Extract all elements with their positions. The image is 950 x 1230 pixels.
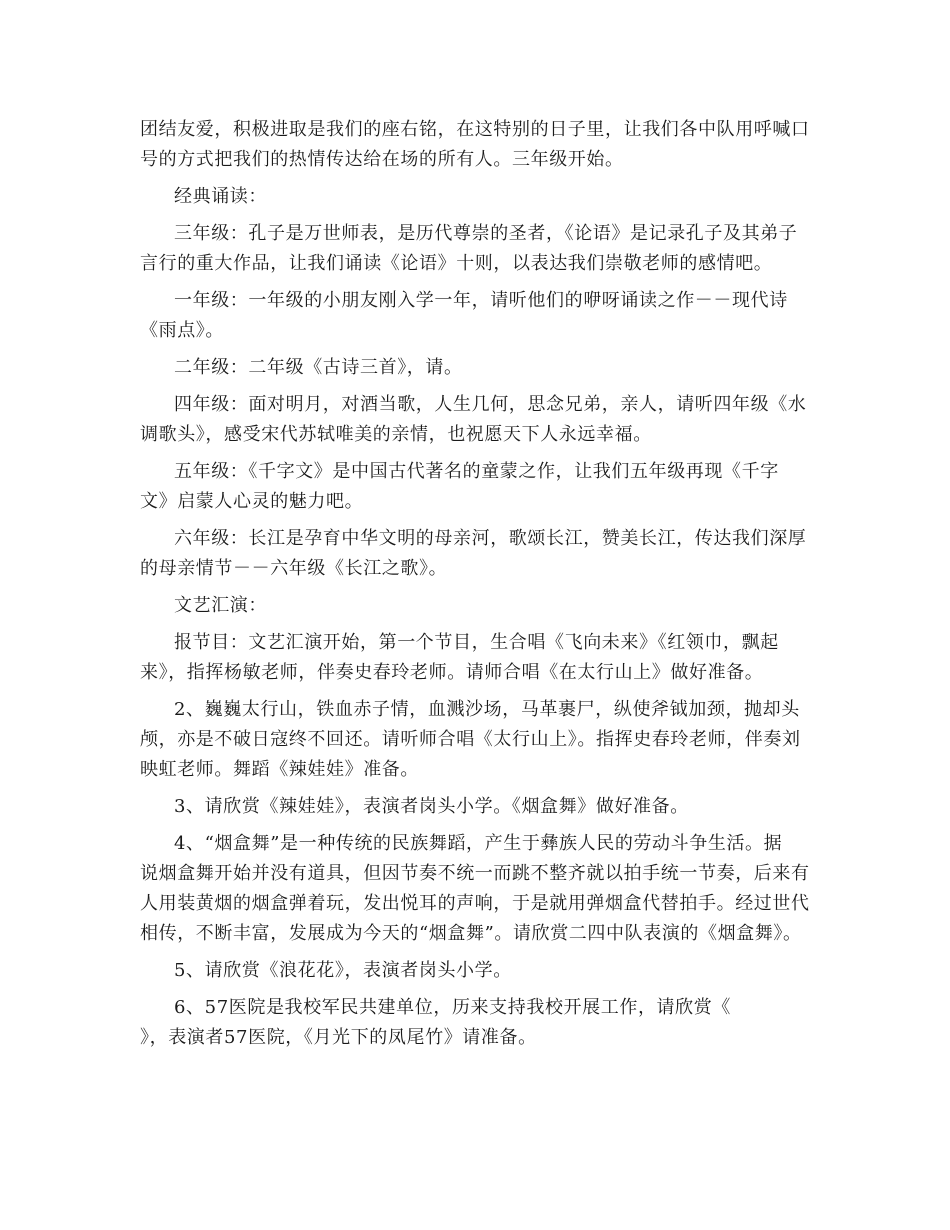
text-line: 团结友爱，积极进取是我们的座右铭，在这特别的日子里，让我们各中队用呼喊口 — [140, 119, 810, 140]
paragraph — [140, 792, 830, 822]
text-line: 四年级：面对明月，对酒当歌，人生几何，思念兄弟，亲人，请听四年级《水 — [174, 394, 807, 415]
paragraph — [140, 115, 830, 175]
text-line: 颅，亦是不破日寇终不回还。请听师合唱《太行山上》。指挥史春玲老师，伴奏刘 — [140, 729, 801, 750]
text-line: 4、“烟盒舞”是一种传统的民族舞蹈，产生于彝族人民的劳动斗争生活。据 — [174, 833, 783, 854]
paragraph — [140, 457, 830, 517]
paragraph — [140, 286, 830, 346]
paragraph — [140, 695, 830, 785]
paragraph — [140, 956, 830, 986]
text-line: 文》启蒙人心灵的魅力吧。 — [140, 491, 364, 512]
text-line: 5、请欣赏《浪花花》，表演者岗头小学。 — [174, 960, 512, 981]
text-line: 文艺汇演： — [174, 595, 267, 616]
text-line: 来》，指挥杨敏老师，伴奏史春玲老师。请师合唱《在太行山上》做好准备。 — [140, 662, 764, 683]
text-line: 人用装黄烟的烟盒弹着玩，发出悦耳的声响，于是就用弹烟盒代替拍手。经过世代 — [140, 893, 810, 914]
text-line: 3、请欣赏《辣娃娃》，表演者岗头小学。《烟盒舞》做好准备。 — [174, 796, 689, 817]
text-line: 一年级：一年级的小朋友刚入学一年，请听他们的咿呀诵读之作－－现代诗 — [174, 290, 788, 311]
text-line: 》，表演者57医院，《月光下的凤尾竹》请准备。 — [140, 1027, 537, 1048]
text-line: 映虹老师。舞蹈《辣娃娃》准备。 — [140, 759, 419, 780]
paragraph — [140, 829, 830, 949]
text-line: 六年级：长江是孕育中华文明的母亲河，歌颂长江，赞美长江，传达我们深厚 — [174, 528, 807, 549]
paragraph — [140, 353, 830, 383]
text-line: 言行的重大作品，让我们诵读《论语》十则，以表达我们崇敬老师的感情吧。 — [140, 253, 773, 274]
text-line: 号的方式把我们的热情传达给在场的所有人。三年级开始。 — [140, 149, 624, 170]
text-line: 五年级：《千字文》是中国古代著名的童蒙之作，让我们五年级再现《千字 — [174, 461, 779, 482]
text-line: 《雨点》。 — [140, 320, 224, 341]
text-line: 二年级：二年级《古诗三首》，请。 — [174, 357, 463, 378]
text-line: 相传，不断丰富，发展成为今天的“烟盒舞”。请欣赏二四中队表演的《烟盒舞》。 — [140, 923, 802, 944]
paragraph — [140, 524, 830, 584]
paragraph — [140, 390, 830, 450]
paragraph — [140, 219, 830, 279]
paragraph — [140, 628, 830, 688]
text-line: 的母亲情节－－六年级《长江之歌》。 — [140, 558, 448, 579]
document-body — [140, 115, 830, 1060]
text-line: 6、57医院是我校军民共建单位，历来支持我校开展工作，请欣赏《 — [174, 997, 731, 1018]
text-line: 报节目：文艺汇演开始，第一个节目，生合唱《飞向未来》《红领巾，飘起 — [174, 632, 779, 653]
paragraph — [140, 591, 830, 621]
paragraph — [140, 993, 830, 1053]
text-line: 2、巍巍太行山，铁血赤子情，血溅沙场，马革裹尸，纵使斧钺加颈，抛却头 — [174, 699, 800, 720]
text-line: 说烟盒舞开始并没有道具，但因节奏不统一而跳不整齐就以拍手统一节奏，后来有 — [140, 863, 810, 884]
paragraph — [140, 182, 830, 212]
text-line: 调歌头》，感受宋代苏轼唯美的亲情，也祝愿天下人永远幸福。 — [140, 424, 652, 445]
text-line: 三年级：孔子是万世师表，是历代尊崇的圣者，《论语》是记录孔子及其弟子 — [174, 223, 798, 244]
text-line: 经典诵读： — [174, 186, 267, 207]
